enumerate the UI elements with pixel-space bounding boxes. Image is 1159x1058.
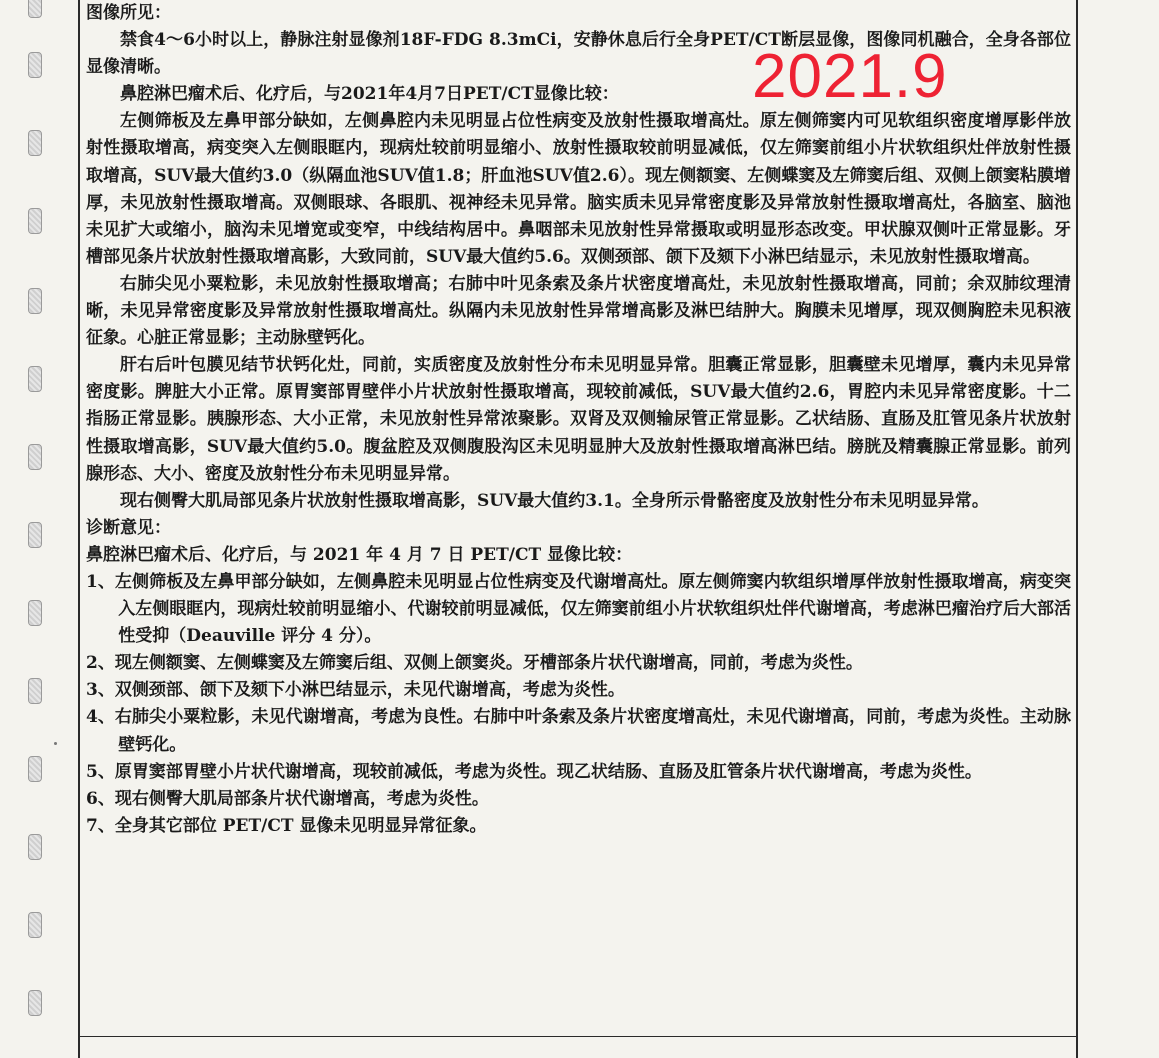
perforation-hole (28, 600, 42, 626)
findings-paragraph: 禁食4～6小时以上，静脉注射显像剂18F-FDG 8.3mCi，安静休息后行全身PET/CT断层显像，图像同机融合，全身各部位显像清晰。 (86, 30, 1071, 78)
findings-paragraph: 肝右后叶包膜见结节状钙化灶，同前，实质密度及放射性分布未见明显异常。胆囊正常显影，胆囊壁未见增厚，囊内未见异常密度影。脾脏大小正常。原胃窦部胃壁伴小片状放射性摄取增高，现较前减低，SUV最大值约2.6，胃腔内未见异常密度影。十二指肠正常显影。胰腺形态、大小正常，未见放射性异常浓聚影。双肾及双侧输尿管正常显影。乙状结肠、直肠及肛管见条片状放射性摄取增高影，SUV最大值约5.0。腹盆腔及双侧腹股沟区未见明显肿大及放射性摄取增高淋巴结。膀胱及精囊腺正常显影。前列腺形态、大小、密度及放射性分布未见明显异常。 (86, 355, 1071, 484)
perforation-hole (28, 444, 42, 470)
findings-paragraph: 鼻腔淋巴瘤术后、化疗后，与2021年4月7日PET/CT显像比较： (120, 84, 619, 105)
bottom-rule (80, 1036, 1076, 1037)
diagnosis-item: 6、现右侧臀大肌局部条片状代谢增高，考虑为炎性。 (86, 788, 489, 809)
report-body (86, 0, 1071, 840)
perforation-hole (28, 52, 42, 78)
perforation-hole (28, 288, 42, 314)
findings-paragraph: 右肺尖见小粟粒影，未见放射性摄取增高；右肺中叶见条索及条片状密度增高灶，未见放射性摄取增高，同前；余双肺纹理清晰，未见异常密度影及异常放射性摄取增高灶。纵隔内未见放射性异常增高影及淋巴结肿大。胸膜未见增厚，现双侧胸腔未见积液征象。心脏正常显影；主动脉壁钙化。 (86, 273, 1071, 349)
perforation-hole (28, 130, 42, 156)
findings-paragraph: 左侧筛板及左鼻甲部分缺如，左侧鼻腔内未见明显占位性病变及放射性摄取增高灶。原左侧筛窦内可见软组织密度增厚影伴放射性摄取增高，病变突入左侧眼眶内，现病灶较前明显缩小、放射性摄取较前明显减低，仅左筛窦前组小片状软组织灶伴放射性摄取增高，SUV最大值约3.0（纵隔血池SUV值1.8；肝血池SUV值2.6）。现左侧额窦、左侧蝶窦及左筛窦后组、双侧上颌窦粘膜增厚，未见放射性摄取增高。双侧眼球、各眼肌、视神经未见异常。脑实质未见异常密度影及异常放射性摄取增高灶，各脑室、脑池未见扩大或缩小，脑沟未见增宽或变窄，中线结构居中。鼻咽部未见放射性异常摄取或明显形态改变。甲状腺双侧叶正常显影。牙槽部见条片状放射性摄取增高影，大致同前，SUV最大值约5.6。双侧颈部、颌下及颏下小淋巴结显示，未见放射性摄取增高。 (86, 111, 1071, 267)
perforation-strip (24, 0, 50, 1050)
diagnosis-item: 3、双侧颈部、颌下及颏下小淋巴结显示，未见代谢增高，考虑为炎性。 (86, 680, 625, 701)
diagnosis-item: 7、全身其它部位 PET/CT 显像未见明显异常征象。 (86, 815, 487, 836)
diagnosis-intro: 鼻腔淋巴瘤术后、化疗后，与 2021 年 4 月 7 日 PET/CT 显像比较： (86, 544, 633, 565)
perforation-hole (28, 0, 42, 18)
diagnosis-item: 2、现左侧额窦、左侧蝶窦及左筛窦后组、双侧上颌窦炎。牙槽部条片状代谢增高，同前，考虑为炎性。 (86, 653, 863, 674)
perforation-hole (28, 990, 42, 1016)
findings-heading: 图像所见： (86, 3, 171, 23)
diagnosis-item: 1、左侧筛板及左鼻甲部分缺如，左侧鼻腔未见明显占位性病变及代谢增高灶。原左侧筛窦内软组织增厚伴放射性摄取增高，病变突入左侧眼眶内，现病灶较前明显缩小、代谢较前明显减低，仅左筛窦前组小片状软组织灶伴代谢增高，考虑淋巴瘤治疗后大部活性受抑（Deauville 评分 4 分）。 (86, 571, 1071, 647)
perforation-hole (28, 208, 42, 234)
diagnosis-heading: 诊断意见： (86, 517, 171, 538)
date-annotation: 2021.9 (752, 42, 948, 111)
perforation-hole (28, 366, 42, 392)
perforation-hole (28, 756, 42, 782)
findings-paragraph: 现右侧臀大肌局部见条片状放射性摄取增高影，SUV最大值约3.1。全身所示骨骼密度及放射性分布未见明显异常。 (120, 490, 989, 511)
paper-speck (54, 742, 57, 745)
perforation-hole (28, 522, 42, 548)
diagnosis-item: 4、右肺尖小粟粒影，未见代谢增高，考虑为良性。右肺中叶条索及条片状密度增高灶，未见代谢增高，同前，考虑为炎性。主动脉壁钙化。 (86, 707, 1071, 755)
diagnosis-item: 5、原胃窦部胃壁小片状代谢增高，现较前减低，考虑为炎性。现乙状结肠、直肠及肛管条片状代谢增高，考虑为炎性。 (86, 761, 982, 782)
perforation-hole (28, 912, 42, 938)
perforation-hole (28, 834, 42, 860)
perforation-hole (28, 678, 42, 704)
